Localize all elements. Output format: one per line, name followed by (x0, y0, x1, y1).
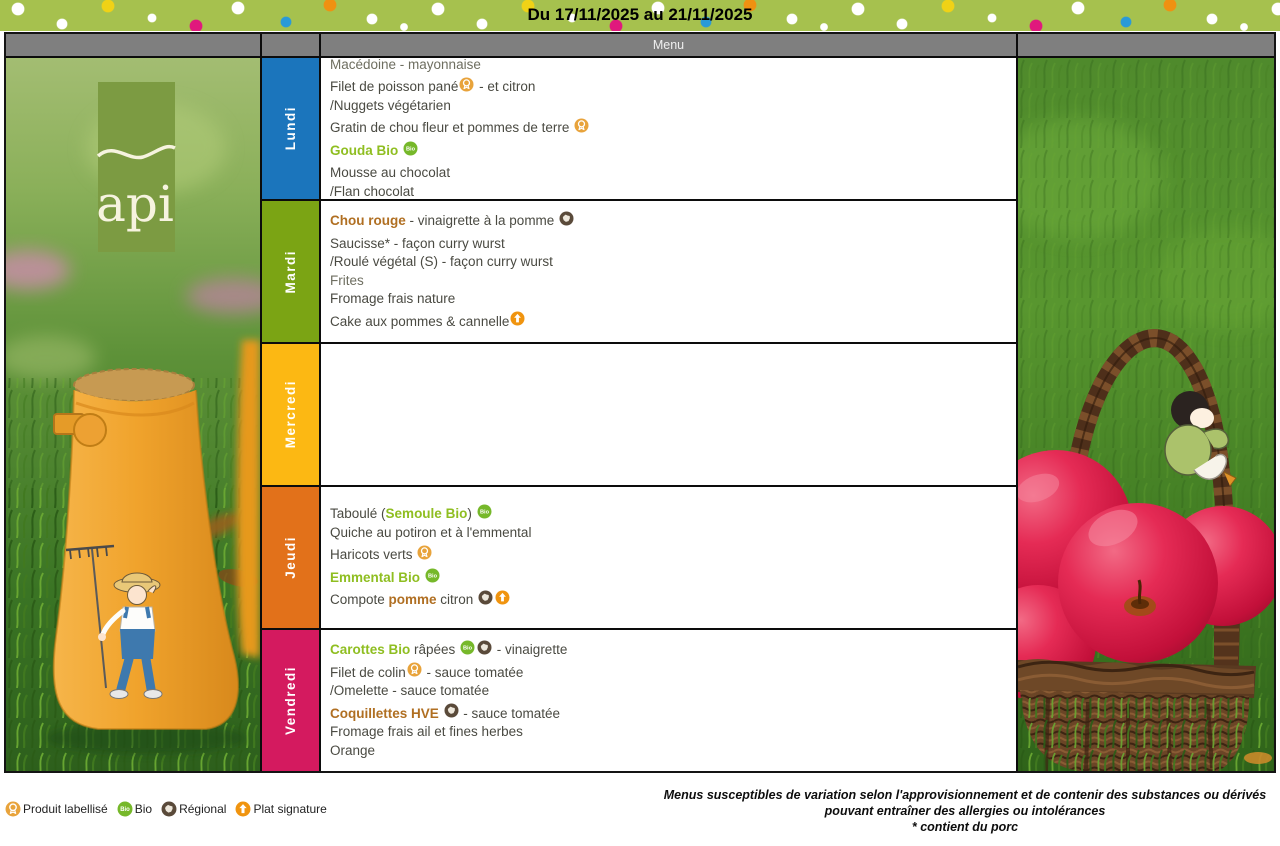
menu-item: Gouda Bio Bio (330, 142, 1010, 161)
labellise-icon (459, 77, 474, 92)
menu-item: /Roulé végétal (S) - façon curry wurst (330, 254, 553, 269)
day-label-lundi: Lundi (262, 58, 319, 199)
menu-item: Chou rouge - vinaigrette à la pomme (330, 212, 1010, 231)
header-cell-left (6, 34, 260, 56)
menu-item: Emmental Bio Bio (330, 569, 1010, 588)
menu-item: Coquillettes HVE - sauce tomatée (330, 705, 1010, 724)
legend-item-regional (161, 801, 226, 817)
regional-icon (161, 801, 177, 817)
menu-item: Fromage frais nature (330, 291, 456, 306)
header-cell-right (1018, 34, 1274, 56)
regional-icon (477, 640, 492, 655)
labellise-icon (5, 801, 21, 817)
legend-label: Plat signature (253, 802, 327, 816)
menu-item: Frites (330, 272, 364, 288)
bio-icon (117, 801, 133, 817)
day-label-mercredi: Mercredi (262, 344, 319, 485)
menu-cell-mercredi (321, 344, 1016, 485)
menu-item: Saucisse* - façon curry wurst (330, 235, 505, 251)
disclaimer-line-2: pouvant entraîner des allergies ou intolérances (824, 804, 1106, 818)
menu-item: Taboulé (Semoule Bio) Bio (330, 505, 1010, 524)
api-logo-text: api (96, 175, 174, 233)
second-boot (237, 340, 260, 658)
week-title: Du 17/11/2025 au 21/11/2025 (527, 5, 753, 24)
menu-item: Mousse au chocolat (330, 165, 451, 181)
menu-table (4, 32, 1276, 773)
menu-item: Cake aux pommes & cannelle (330, 313, 1010, 332)
disclaimer-line-3: * contient du porc (911, 820, 1019, 834)
signature-icon (495, 590, 510, 605)
menu-item: /Omelette - sauce tomatée (330, 683, 490, 698)
legend-item-labellise (5, 801, 108, 817)
bio-icon (460, 640, 475, 655)
menu-item: Fromage frais ail et fines herbes (330, 724, 523, 739)
menu-item: Compote pomme citron (330, 591, 1010, 610)
svg-text:Bio: Bio (119, 807, 130, 814)
menu-item: Filet de colin - sauce tomatée (330, 664, 1010, 683)
menu-item: Macédoine - mayonnaise (330, 56, 481, 72)
legend-item-bio (117, 801, 152, 817)
menu-item: Haricots verts (330, 546, 1010, 565)
legend-item-signature (235, 801, 326, 817)
regional-icon (444, 703, 459, 718)
signature-icon (235, 801, 251, 817)
header-cell-days (262, 34, 319, 56)
svg-text:Bio: Bio (479, 509, 489, 516)
bio-icon (477, 504, 492, 519)
labellise-icon (417, 545, 432, 560)
menu-header (321, 34, 1016, 56)
menu-item: Filet de poisson pané - et citron (330, 78, 1010, 97)
legend (5, 801, 327, 817)
menu-cell-vendredi (321, 630, 1016, 771)
disclaimer-line-1: Menus susceptibles de variation selon l'approvisionnement et de contenir des substances ou dérivés (663, 788, 1267, 802)
boots-photo (6, 58, 260, 771)
boots-photo-svg (6, 58, 260, 771)
day-label-vendredi: Vendredi (262, 630, 319, 771)
disclaimer (650, 787, 1280, 835)
svg-text:Bio: Bio (427, 573, 437, 580)
menu-item: /Nuggets végétarien (330, 97, 451, 113)
menu-item: /Flan chocolat (330, 183, 415, 199)
menu-cell-lundi (321, 58, 1016, 199)
api-logo (96, 82, 175, 252)
menu-header-label: Menu (652, 38, 685, 52)
apples-photo-svg (1018, 58, 1274, 771)
signature-icon (510, 311, 525, 326)
day-label-jeudi: Jeudi (262, 487, 319, 628)
legend-label: Bio (134, 802, 153, 816)
bio-icon (403, 141, 418, 156)
labellise-icon (574, 118, 589, 133)
svg-text:Bio: Bio (405, 146, 416, 153)
bio-icon (425, 568, 440, 583)
svg-text:Bio: Bio (463, 645, 473, 652)
day-label-mardi: Mardi (262, 201, 319, 342)
menu-item: Orange (330, 742, 376, 758)
menu-item: Gratin de chou fleur et pommes de terre (330, 119, 1010, 138)
regional-icon (559, 211, 574, 226)
menu-item: Carottes Bio râpées Bio - vinaigrette (330, 641, 1010, 660)
regional-icon (478, 590, 493, 605)
labellise-icon (407, 662, 422, 677)
week-banner (0, 0, 1280, 31)
legend-label: Régional (179, 802, 227, 816)
apples-photo (1018, 58, 1274, 771)
legend-label: Produit labellisé (23, 802, 108, 816)
menu-cell-mardi (321, 201, 1016, 342)
menu-item: Quiche au potiron et à l'emmental (330, 524, 532, 540)
menu-cell-jeudi (321, 487, 1016, 628)
